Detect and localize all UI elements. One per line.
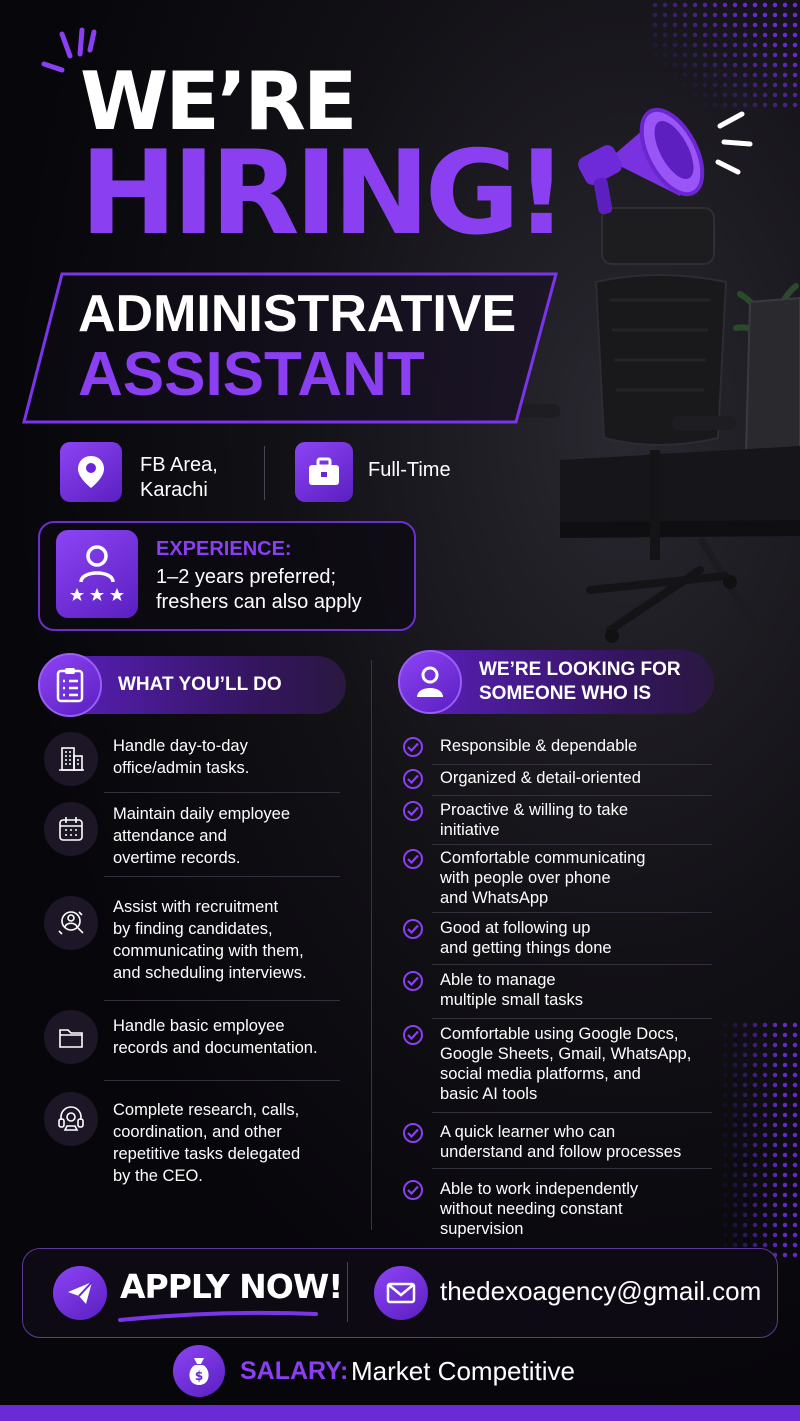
quality-divider (432, 764, 712, 765)
duty-item-1: Handle day-to-day office/admin tasks. (113, 737, 250, 777)
quality-item-8: A quick learner who can understand and follow processes (440, 1123, 682, 1162)
quality-divider (432, 1112, 712, 1113)
quality-divider (432, 795, 712, 796)
location-line1: FB Area, (140, 454, 218, 476)
duty-item-4: Handle basic employee records and documentation. (113, 1017, 318, 1057)
apply-now-button[interactable]: APPLY NOW! (120, 1267, 343, 1306)
quality-divider (432, 912, 712, 913)
experience-label: EXPERIENCE: (156, 538, 292, 560)
column-divider (371, 660, 372, 1230)
check-circle-icon (402, 1122, 424, 1144)
quality-divider (432, 1168, 712, 1169)
folder-icon (44, 1010, 98, 1064)
check-circle-icon (402, 848, 424, 870)
check-circle-icon (402, 1179, 424, 1201)
check-circle-icon (402, 918, 424, 940)
svg-text:$: $ (194, 1369, 204, 1383)
duty-item-5: Complete research, calls, coordination, and other repetitive tasks delegated by the CEO. (113, 1101, 301, 1185)
qualities-header-line2: SOMEONE WHO IS (479, 683, 652, 704)
duty-item-3: Assist with recruitment by finding candidates, communicating with them, and scheduling interviews. (113, 898, 307, 982)
quality-divider (432, 844, 712, 845)
person-icon (398, 650, 462, 714)
calendar-icon (44, 802, 98, 856)
rated-person-icon (56, 530, 138, 618)
send-icon (53, 1266, 107, 1320)
headset-icon (44, 1092, 98, 1146)
duty-divider (104, 876, 340, 877)
meta-divider (264, 446, 265, 500)
megaphone-icon (570, 70, 760, 220)
duty-divider (104, 1000, 340, 1001)
quality-divider (432, 964, 712, 965)
quality-item-2: Organized & detail-oriented (440, 769, 641, 787)
duty-item-2: Maintain daily employee attendance and overtime records. (113, 805, 291, 867)
quality-item-6: Able to manage multiple small tasks (440, 971, 584, 1010)
briefcase-icon (295, 442, 353, 502)
qualities-header-line1: WE’RE LOOKING FOR (479, 659, 681, 680)
check-circle-icon (402, 768, 424, 790)
checklist-icon (38, 653, 102, 717)
building-icon (44, 732, 98, 786)
recruit-search-icon (44, 896, 98, 950)
job-title-line2: ASSISTANT (78, 340, 425, 409)
duty-divider (104, 1080, 340, 1081)
bottom-accent-bar (0, 1405, 800, 1421)
quality-item-3: Proactive & willing to take initiative (440, 801, 629, 840)
employment-type: Full-Time (368, 459, 451, 481)
job-title-line1: ADMINISTRATIVE (78, 285, 517, 343)
location-pin-icon (60, 442, 122, 502)
quality-item-5: Good at following up and getting things done (440, 919, 612, 958)
apply-underline (118, 1308, 318, 1324)
experience-line1: 1–2 years preferred; (156, 566, 337, 588)
location-line2: Karachi (140, 479, 208, 501)
salary-value: Market Competitive (351, 1356, 575, 1386)
quality-item-4: Comfortable communicating with people over phone and WhatsApp (440, 849, 646, 908)
quality-item-9: Able to work independently without needing constant supervision (440, 1180, 639, 1239)
quality-item-7: Comfortable using Google Docs, Google Sheets, Gmail, WhatsApp, social media platforms, and basic AI tools (440, 1025, 692, 1104)
duty-divider (104, 792, 340, 793)
duties-header-label: WHAT YOU’LL DO (118, 674, 282, 695)
email-link[interactable]: thedexoagency@gmail.com (440, 1276, 762, 1306)
check-circle-icon (402, 800, 424, 822)
check-circle-icon (402, 1024, 424, 1046)
apply-divider (347, 1262, 348, 1322)
headline-hiring: HIRING! (80, 126, 563, 261)
quality-item-1: Responsible & dependable (440, 737, 638, 755)
check-circle-icon (402, 736, 424, 758)
money-bag-icon (173, 1345, 225, 1397)
headline-were: WE’RE (80, 55, 355, 148)
salary-label: SALARY: (240, 1357, 349, 1385)
experience-line2: freshers can also apply (156, 591, 362, 613)
check-circle-icon (402, 970, 424, 992)
quality-divider (432, 1018, 712, 1019)
mail-icon (374, 1266, 428, 1320)
